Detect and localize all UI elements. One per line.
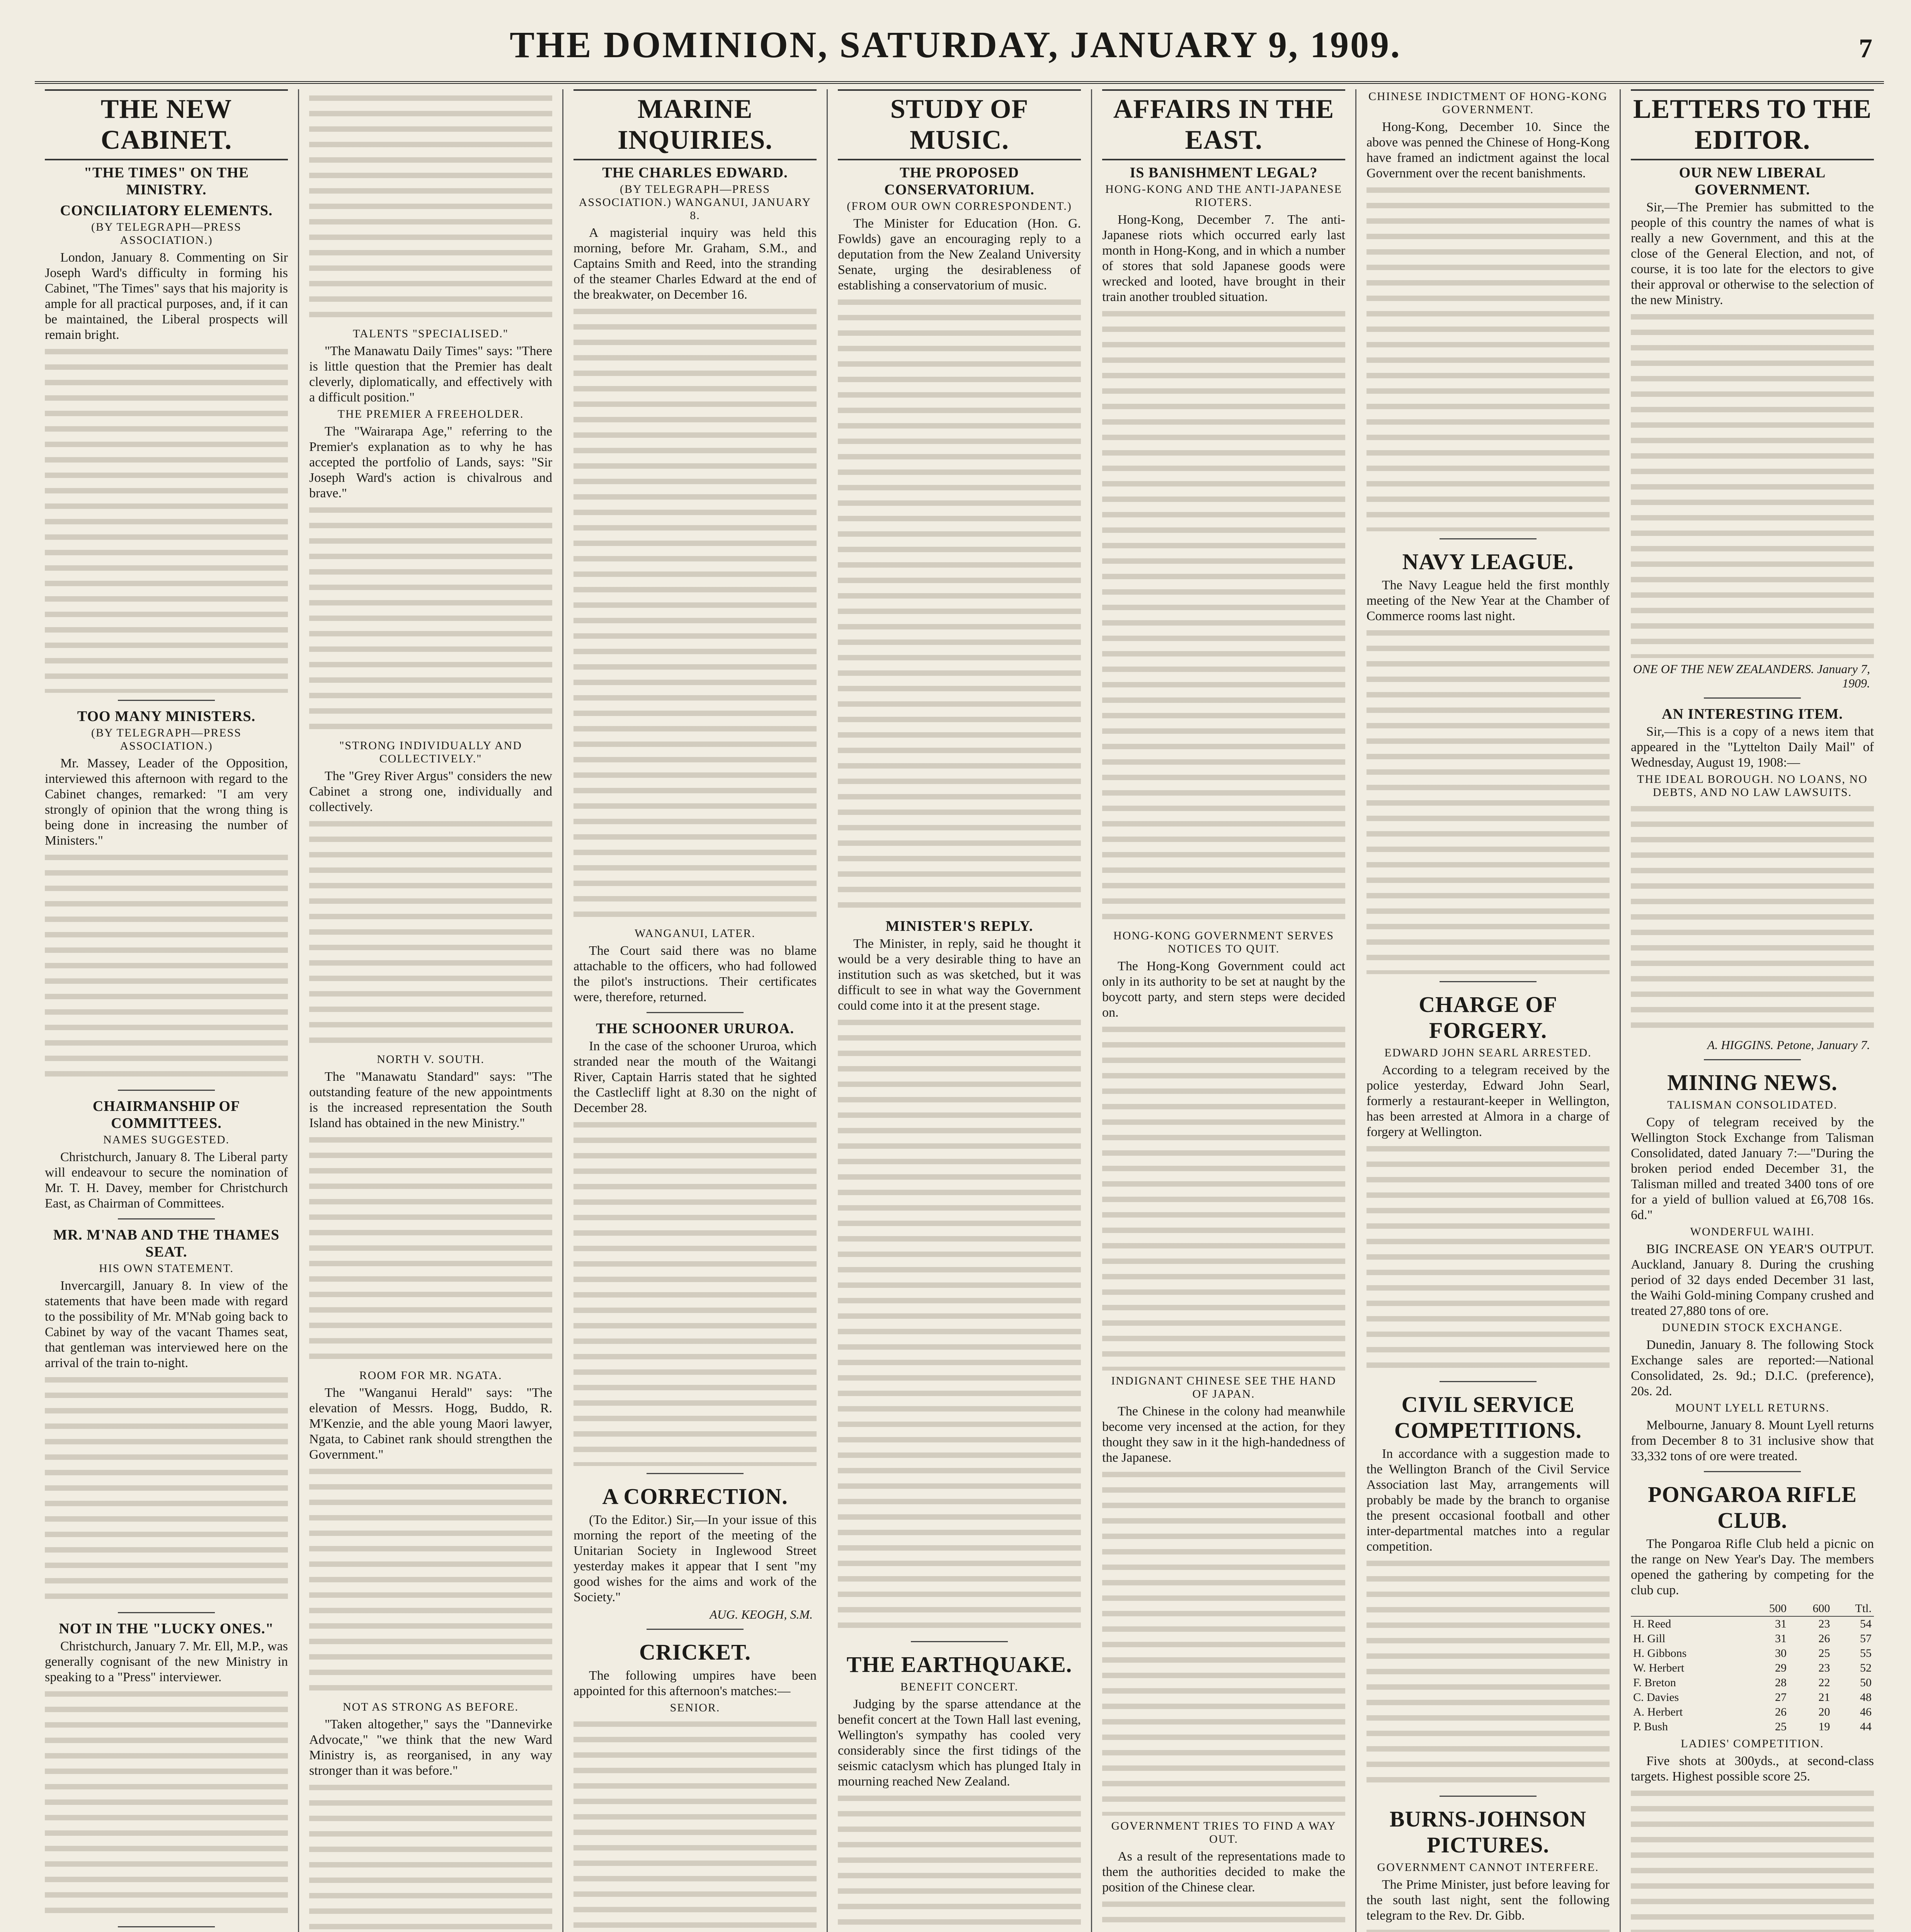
total: 54	[1860, 1617, 1872, 1630]
article-lead: The "Grey River Argus" considers the new Cabinet a strong one, individually and collectively.	[309, 769, 552, 814]
table-header-row	[1631, 1601, 1874, 1616]
table-row	[1631, 1646, 1874, 1661]
signature: ONE OF THE NEW ZEALANDERS. January 7, 1909.	[1633, 662, 1870, 690]
article-lead: The "Wairarapa Age," referring to the Premier's explanation as to why he has accepted the portfolio of Lands, says: "Sir Joseph Ward's action is chivalrous and brave."	[309, 424, 552, 500]
columns	[35, 89, 1884, 1932]
article-text-block	[1366, 1142, 1610, 1374]
article-lead: Copy of telegram received by the Wellington Stock Exchange from Talisman Consolidated, dated January 7:—"During the broken period ended December 31, the Talisman milled and treated 3400 tons of ore for a yield of bullion valued at £6,708 16s. 6d."	[1631, 1115, 1874, 1222]
divider	[1440, 981, 1537, 982]
column-4	[828, 89, 1092, 1932]
headline-navy-league: NAVY LEAGUE.	[1402, 549, 1574, 574]
table-row	[1631, 1719, 1874, 1734]
article-text-block	[45, 345, 288, 693]
article-lead: The Prime Minister, just before leaving for the south last night, sent the following telegram to the Rev. Dr. Gibb.	[1366, 1878, 1610, 1923]
article-lead: In the case of the schooner Ururoa, which stranded near the mouth of the Waitangi River, Captain Harris stated that he sighted the Castlecliff light at 8.30 on the night of December 28.	[573, 1039, 817, 1115]
total: 48	[1860, 1691, 1872, 1704]
article-text-block	[309, 817, 552, 1049]
article-lead: (To the Editor.) Sir,—In your issue of this morning the report of the meeting of the Unitarian Society in Inglewood Street yesterday makes it appear that I sent "my good wishes for the aims and work of the Society."	[573, 1513, 817, 1604]
subhead-ministers-reply: MINISTER'S REPLY.	[885, 918, 1033, 934]
headline-civil-service: CIVIL SERVICE COMPETITIONS.	[1394, 1392, 1582, 1443]
headline-burns-johnson: BURNS-JOHNSON PICTURES.	[1389, 1806, 1587, 1857]
headline-forgery: CHARGE OF FORGERY.	[1419, 992, 1557, 1043]
subhead-conciliatory: CONCILIATORY ELEMENTS.	[60, 202, 273, 219]
divider	[911, 1641, 1008, 1642]
article-text-block	[1102, 1023, 1345, 1371]
section-label: SENIOR.	[670, 1701, 720, 1714]
section-label: ROOM FOR MR. NGATA.	[359, 1369, 502, 1382]
total: 55	[1860, 1647, 1872, 1660]
subhead-banishment: IS BANISHMENT LEGAL?	[1130, 165, 1318, 181]
section-label: THE PREMIER A FREEHOLDER.	[337, 408, 524, 420]
article-text-block	[1102, 1468, 1345, 1816]
masthead	[35, 23, 1884, 84]
article-lead: "Taken altogether," says the "Dannevirke Advocate," "we think that the new Ward Ministry is, as reorganised, in any way stronger than it was before."	[309, 1717, 552, 1778]
article-lead: The following umpires have been appointed for this afternoon's matches:—	[573, 1668, 817, 1698]
article-text-block	[45, 1687, 288, 1919]
section-label: INDIGNANT CHINESE SEE THE HAND OF JAPAN.	[1111, 1374, 1336, 1400]
article-lead: Invercargill, January 8. In view of the statements that have been made with regard to the possibility of Mr. M'Nab going back to Cabinet by way of the vacant Thames seat, that gentleman was interviewed here on the arrival of the train to-night.	[45, 1279, 288, 1370]
divider	[1704, 697, 1801, 699]
dateline: WANGANUI, LATER.	[635, 927, 756, 940]
subhead-interesting-item: AN INTERESTING ITEM.	[1662, 706, 1843, 722]
article-text-block	[45, 1373, 288, 1605]
section-label: CHINESE INDICTMENT OF HONG-KONG GOVERNMENT.	[1368, 90, 1608, 116]
headline-east: AFFAIRS IN THE EAST.	[1102, 89, 1345, 160]
article-lead: Dunedin, January 8. The following Stock Exchange sales are reported:—National Consolidated, 2s. 9d.; D.I.C. (preference), 20s. 2d.	[1631, 1338, 1874, 1398]
divider	[118, 1090, 215, 1091]
headline-earthquake: THE EARTHQUAKE.	[846, 1652, 1072, 1677]
article-lead: The Chinese in the colony had meanwhile become very incensed at the action, for they thought they saw in it the high-handedness of the Japanese.	[1102, 1404, 1345, 1465]
signature: A. HIGGINS. Petone, January 7.	[1707, 1038, 1870, 1052]
column-5	[1092, 89, 1356, 1932]
table-row	[1631, 1675, 1874, 1690]
article-text-block	[573, 1118, 817, 1466]
shooter-name: W. Herbert	[1633, 1662, 1685, 1674]
article-lead: The Court said there was no blame attachable to the officers, who had followed the pilot's instructions. Their certificates were, therefore, returned.	[573, 944, 817, 1004]
article-text-block	[1102, 1898, 1345, 1932]
article-lead: The Minister, in reply, said he thought it would be a very desirable thing to have an institution such as was sketched, but it was difficult to see in what way the Government could come into it at the present stage.	[838, 937, 1081, 1013]
section-label: DUNEDIN STOCK EXCHANGE.	[1662, 1321, 1843, 1334]
column-3	[563, 89, 828, 1932]
score: 23	[1818, 1617, 1830, 1630]
article-lead: Christchurch, January 7. Mr. Ell, M.P., was generally cognisant of the new Ministry in speaking to a "Press" interviewer.	[45, 1639, 288, 1684]
headline-music: STUDY OF MUSIC.	[838, 89, 1081, 160]
divider	[118, 1926, 215, 1927]
article-text-block	[1631, 310, 1874, 658]
section-label: LADIES' COMPETITION.	[1681, 1737, 1824, 1750]
article-lead: A magisterial inquiry was held this morning, before Mr. Graham, S.M., and Captains Smith and Reed, into the stranding of the steamer Charles Edward at the end of the breakwater, on December 16.	[573, 226, 817, 302]
shooter-name: H. Reed	[1633, 1617, 1671, 1630]
score: 22	[1818, 1676, 1830, 1689]
total: 52	[1860, 1662, 1872, 1674]
article-text-block	[838, 1016, 1081, 1634]
article-lead: Christchurch, January 8. The Liberal party will endeavour to secure the nomination of Mr. T. H. Davey, member for Christchurch East, as Chairman of Committees.	[45, 1150, 288, 1211]
masthead-ornament	[46, 36, 52, 63]
score: 26	[1775, 1706, 1787, 1718]
shooter-name: H. Gibbons	[1633, 1647, 1687, 1660]
article-text-block	[1631, 1787, 1874, 1932]
score: 29	[1775, 1662, 1787, 1674]
article-lead: Melbourne, January 8. Mount Lyell returns from December 8 to 31 inclusive show that 33,332 tons of ore were treated.	[1631, 1418, 1874, 1463]
article-lead: BIG INCREASE ON YEAR'S OUTPUT. Auckland, January 8. During the crushing period of 32 days ended December 31 last, the Waihi Gold-mining Company crushed and treated 27,880 tons of ore.	[1631, 1242, 1874, 1318]
article-text-block	[573, 1718, 817, 1932]
table-row	[1631, 1661, 1874, 1675]
headline-rifle-club: PONGAROA RIFLE CLUB.	[1648, 1482, 1857, 1533]
divider	[118, 700, 215, 701]
article-lead: The Navy League held the first monthly meeting of the New Year at the Chamber of Commerce rooms last night.	[1366, 578, 1610, 623]
headline-correction: A CORRECTION.	[602, 1484, 788, 1509]
article-lead: The Pongaroa Rifle Club held a picnic on the range on New Year's Day. The members opened the gathering by competing for the club cup.	[1631, 1537, 1874, 1597]
article-lead: As a result of the representations made to them the authorities decided to make the position of the Chinese clear.	[1102, 1849, 1345, 1895]
column-6	[1356, 89, 1621, 1932]
article-text-block	[1366, 1557, 1610, 1789]
score: 23	[1818, 1662, 1830, 1674]
article-lead: "The Manawatu Daily Times" says: "There is little question that the Premier has dealt cleverly, diplomatically, and effectively with a difficult position."	[309, 344, 552, 405]
divider	[118, 1612, 215, 1613]
article-lead: The Minister for Education (Hon. G. Fowlds) gave an encouraging reply to a deputation from the New Zealand University Senate, urging the desirableness of establishing a conservatorium of music.	[838, 216, 1081, 293]
page-number: 7	[1859, 34, 1872, 63]
total: 46	[1860, 1706, 1872, 1718]
article-lead: Five shots at 300yds., at second-class targets. Highest possible score 25.	[1631, 1754, 1874, 1784]
shooter-name: H. Gill	[1633, 1632, 1666, 1645]
divider	[647, 1012, 744, 1013]
headline-mining: MINING NEWS.	[1667, 1070, 1838, 1095]
score: 28	[1775, 1676, 1787, 1689]
table-row	[1631, 1690, 1874, 1705]
newspaper-title: THE DOMINION, SATURDAY, JANUARY 9, 1909.	[509, 24, 1402, 65]
dateline: (BY TELEGRAPH—PRESS ASSOCIATION.) WANGANUI, JANUARY 8.	[579, 183, 812, 222]
signature: AUG. KEOGH, S.M.	[710, 1607, 813, 1621]
article-lead: Judging by the sparse attendance at the benefit concert at the Town Hall last evening, Wellington's sympathy has cooled very considerably since the first tidings of the seismic cataclysm which has plunged Italy in mourning reached New Zealand.	[838, 1697, 1081, 1789]
divider	[1440, 1381, 1537, 1382]
divider	[1704, 1059, 1801, 1060]
article-lead: The "Wanganui Herald" says: "The elevation of Messrs. Hogg, Buddo, R. M'Kenzie, and the able young Maori lawyer, Ngata, to Cabinet rank should strengthen the Government."	[309, 1386, 552, 1462]
score-table	[1631, 1601, 1874, 1734]
dateline: HIS OWN STATEMENT.	[99, 1262, 234, 1275]
divider	[1704, 1471, 1801, 1472]
subhead-charles-edward: THE CHARLES EDWARD.	[602, 165, 788, 181]
table-row	[1631, 1705, 1874, 1719]
dateline: (BY TELEGRAPH—PRESS ASSOCIATION.)	[91, 221, 242, 247]
article-lead: London, January 8. Commenting on Sir Joseph Ward's difficulty in forming his Cabinet, "The Times" says that his majority is ample for all practical purposes, and, if it can be maintained, the Liberal prospects will remain bright.	[45, 250, 288, 342]
subhead-too-many: TOO MANY MINISTERS.	[77, 708, 256, 724]
article-text-block	[309, 1781, 552, 1932]
shooter-name: P. Bush	[1633, 1720, 1668, 1733]
dateline: NAMES SUGGESTED.	[103, 1133, 230, 1146]
subhead-liberal-government: OUR NEW LIBERAL GOVERNMENT.	[1679, 165, 1826, 198]
section-label: TALISMAN CONSOLIDATED.	[1667, 1099, 1838, 1111]
divider	[1440, 538, 1537, 539]
article-text-block	[309, 1465, 552, 1697]
total: 50	[1860, 1676, 1872, 1689]
divider	[1440, 1796, 1537, 1797]
letter-lead: Sir,—The Premier has submitted to the people of this country the names of what is really a new Government, and this at the close of the General Election, and not, of course, it is too late for the electors to give their approval or otherwise to the selection of the new Ministry.	[1631, 200, 1874, 307]
article-lead: Hong-Kong, December 10. Since the above was penned the Chinese of Hong-Kong have framed an indictment against the local Government over the recent banishments.	[1366, 120, 1610, 180]
divider	[647, 1473, 744, 1474]
score: 31	[1775, 1617, 1787, 1630]
score: 30	[1775, 1647, 1787, 1660]
divider	[647, 1629, 744, 1630]
section-label: NOT AS STRONG AS BEFORE.	[342, 1701, 519, 1713]
table-header: 500	[1746, 1601, 1789, 1616]
shooter-name: A. Herbert	[1633, 1706, 1683, 1718]
article-lead: The Hong-Kong Government could act only in its authority to be set at naught by the boycott party, and stern steps were decided on.	[1102, 959, 1345, 1020]
score: 25	[1775, 1720, 1787, 1733]
score: 21	[1818, 1691, 1830, 1704]
subhead-times: "THE TIMES" ON THE MINISTRY.	[83, 165, 249, 198]
article-text-block	[309, 1133, 552, 1365]
shooter-name: C. Davies	[1633, 1691, 1679, 1704]
score: 31	[1775, 1632, 1787, 1645]
headline-cricket: CRICKET.	[639, 1639, 751, 1665]
article-lead: The "Manawatu Standard" says: "The outstanding feature of the new appointments is the increased representation the South Island has obtained in the new Ministry."	[309, 1070, 552, 1130]
section-label: THE IDEAL BOROUGH. NO LOANS, NO DEBTS, AND NO LAW LAWSUITS.	[1637, 773, 1868, 799]
headline-letters: LETTERS TO THE EDITOR.	[1631, 89, 1874, 160]
score: 19	[1818, 1720, 1830, 1733]
letter-lead: Sir,—This is a copy of a news item that appeared in the "Lyttelton Daily Mail" of Wednesday, August 19, 1908:—	[1631, 724, 1874, 770]
subhead-conservatorium: THE PROPOSED CONSERVATORIUM.	[884, 165, 1035, 198]
article-text-block	[838, 296, 1081, 914]
table-header	[1631, 1601, 1746, 1616]
score: 27	[1775, 1691, 1787, 1704]
article-text-block	[45, 851, 288, 1083]
score: 26	[1818, 1632, 1830, 1645]
dateline: (FROM OUR OWN CORRESPONDENT.)	[847, 200, 1072, 213]
section-label: TALENTS "SPECIALISED."	[353, 327, 509, 340]
section-label: "STRONG INDIVIDUALLY AND COLLECTIVELY."	[339, 739, 522, 765]
article-text-block	[838, 1792, 1081, 1932]
article-text-block	[573, 305, 817, 923]
subhead-mnab: MR. M'NAB AND THE THAMES SEAT.	[53, 1227, 280, 1260]
shooter-name: F. Breton	[1633, 1676, 1676, 1689]
column-2	[299, 89, 563, 1932]
article-lead: According to a telegram received by the police yesterday, Edward John Searl, formerly a restaurant-keeper in Wellington, has been arrested at Almora in a charge of forgery at Wellington.	[1366, 1063, 1610, 1139]
article-text-block	[1366, 184, 1610, 531]
table-header: Ttl.	[1832, 1601, 1874, 1616]
score: 20	[1818, 1706, 1830, 1718]
total: 57	[1860, 1632, 1872, 1645]
subhead-chairmanship: CHAIRMANSHIP OF COMMITTEES.	[92, 1098, 240, 1131]
article-lead: Mr. Massey, Leader of the Opposition, interviewed this afternoon with regard to the Cabinet changes, remarked: "I am very strongly of opinion that the wrong thing is being done in increasing the number of Ministers."	[45, 756, 288, 848]
section-label: HONG-KONG GOVERNMENT SERVES NOTICES TO QUIT.	[1113, 929, 1334, 955]
table-header: 600	[1789, 1601, 1832, 1616]
section-label: WONDERFUL WAIHI.	[1690, 1225, 1815, 1238]
column-7	[1621, 89, 1884, 1932]
section-label: MOUNT LYELL RETURNS.	[1675, 1401, 1830, 1414]
section-label: GOVERNMENT CANNOT INTERFERE.	[1377, 1861, 1599, 1874]
article-lead: In accordance with a suggestion made to the Wellington Branch of the Civil Service Association last May, arrangements will probably be made by the branch to organise the present occasional football and other inter-departmental matches into a regular competition.	[1366, 1447, 1610, 1554]
headline-marine: MARINE INQUIRIES.	[573, 89, 817, 160]
subhead-lucky-ones: NOT IN THE "LUCKY ONES."	[59, 1621, 274, 1637]
article-text-block	[1366, 1926, 1610, 1932]
section-label: HONG-KONG AND THE ANTI-JAPANESE RIOTERS.	[1105, 183, 1342, 209]
article-text-block	[1631, 802, 1874, 1034]
total: 44	[1860, 1720, 1872, 1733]
section-label: NORTH V. SOUTH.	[377, 1053, 485, 1066]
divider	[118, 1218, 215, 1219]
subhead-ururoa: THE SCHOONER URUROA.	[596, 1020, 794, 1037]
section-label: GOVERNMENT TRIES TO FIND A WAY OUT.	[1111, 1820, 1336, 1845]
section-label: BENEFIT CONCERT.	[900, 1680, 1019, 1693]
table-row	[1631, 1631, 1874, 1646]
table-row	[1631, 1616, 1874, 1631]
section-label: EDWARD JOHN SEARL ARRESTED.	[1384, 1046, 1592, 1059]
article-lead: Hong-Kong, December 7. The anti-Japanese riots which occurred early last month in Hong-Kong, and in which a number of stores that sold Japanese goods were wrecked and looted, have brought in their train another troubled situation.	[1102, 213, 1345, 304]
headline-new-cabinet: THE NEW CABINET.	[45, 89, 288, 160]
article-text-block	[1366, 626, 1610, 974]
column-1	[35, 89, 299, 1932]
article-text-block	[309, 92, 552, 323]
article-text-block	[1102, 307, 1345, 925]
dateline: (BY TELEGRAPH—PRESS ASSOCIATION.)	[91, 726, 242, 752]
score: 25	[1818, 1647, 1830, 1660]
article-text-block	[309, 503, 552, 735]
